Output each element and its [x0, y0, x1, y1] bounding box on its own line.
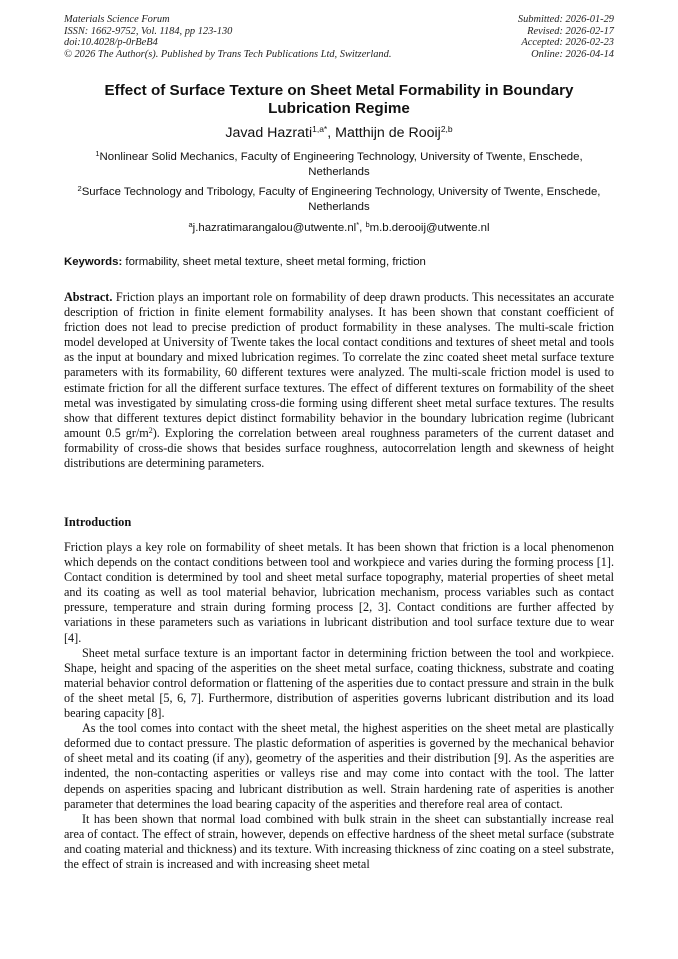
- email-2: m.b.derooij@utwente.nl: [369, 222, 490, 234]
- keywords: [64, 255, 614, 270]
- journal-issn: ISSN: 1662-9752, Vol. 1184, pp 123-130: [64, 25, 233, 37]
- author-separator: ,: [327, 125, 336, 141]
- author-emails: [64, 221, 614, 236]
- journal-info: [64, 14, 391, 60]
- affiliation-2: [64, 185, 614, 215]
- affiliation-1: [64, 150, 614, 180]
- keywords-text: formability, sheet metal texture, sheet metal forming, friction: [122, 256, 426, 268]
- abstract-text: Friction plays an important role on formability of deep drawn products. This necessitates an accurate description of friction in finite element formability analyses. It has been shown that constant coefficient of friction does not lead to precise prediction of product formability in these analyses. The multi-scale friction model developed at University of Twente takes the local contact conditions and textures of sheet metal and tools as the input at boundary and mixed lubrication regimes. To correlate the zinc coated sheet metal surface texture parameters with its formability, 60 different textures were analyzed. The multi-scale friction model is used to estimate friction for all the different surface textures. The effect of different textures on formability of the sheet metal was investigated by simulating cross-die forming using different sheet metal surface textures. The results show that different textures depict distinct formability behavior in the boundary lubrication regime (lubricant amount 0.5 gr/m: [64, 290, 614, 440]
- paragraph: It has been shown that normal load combined with bulk strain in the sheet can substantially increase real area of contact. The effect of strain, however, depends on effective hardness of the sheet metal surface (substrate and coating material and thickness) and its texture. With increasing thickness of zinc coating on a steel substrate, the effect of strain is increased and with increasing sheet metal: [64, 811, 614, 871]
- affiliation-1-marker: 1: [95, 149, 100, 158]
- section-heading-introduction: Introduction: [64, 515, 132, 529]
- paragraph: Friction plays a key role on formability of sheet metals. It has been shown that friction is a local phenomenon which depends on the contact conditions between tool and workpiece and varies during the forming process [1]. Contact condition is determined by tool and sheet metal surface topography, material properties of sheet metal and its coating as well as tool material behavior, lubrication mechanism, process variables such as contact pressure, temperature and strain during forming process [2, 3]. Contact conditions are further affected by variations in these parameters such as variations in lubricant distribution and tool surface texture due to wear [4].: [64, 540, 614, 645]
- author-1-marker: 1,a*: [312, 124, 328, 134]
- email-2-marker: b: [365, 220, 370, 229]
- introduction-body: [64, 540, 614, 872]
- date-revised: Revised: 2026-02-17: [527, 25, 614, 37]
- email-1-marker: a: [188, 220, 193, 229]
- paper-title: Effect of Surface Texture on Sheet Metal Formability in Boundary Lubrication Regime: [104, 82, 574, 117]
- paragraph: Sheet metal surface texture is an important factor in determining friction between the tool and workpiece. Shape, height and spacing of the asperities on the sheet metal surface, coating thickness, substrate and coating material behavior control deformation or flattening of the asperities due to contact pressure and strain in the bulk of the sheet metal [5, 6, 7]. Furthermore, distribution of asperities governs lubricant distribution and its load bearing capacity [8].: [64, 645, 614, 721]
- author-2-name: Matthijn de Rooij: [335, 125, 441, 141]
- author-2-marker: 2,b: [440, 124, 453, 134]
- abstract-superscript: 2: [148, 425, 153, 435]
- affiliation-2-marker: 2: [77, 184, 82, 193]
- submission-dates: [518, 14, 614, 60]
- affiliation-2-text: Surface Technology and Tribology, Faculty of Engineering Technology, University of Twente, Enschede, Netherlands: [81, 186, 601, 213]
- author-1-name: Javad Hazrati: [225, 125, 313, 141]
- keywords-label: Keywords:: [64, 256, 123, 268]
- journal-name: Materials Science Forum: [64, 14, 170, 25]
- date-submitted: Submitted: 2026-01-29: [517, 14, 614, 25]
- abstract-text-end: ). Exploring the correlation between areal roughness parameters of the current dataset and formability of cross-die shows that besides surface roughness, autocorrelation length and skewness of height distributions are determining parameters.: [64, 425, 614, 471]
- journal-doi: doi:10.4028/p-0rBeB4: [64, 37, 158, 49]
- email-1: j.hazratimarangalou@utwente.nl: [192, 222, 357, 234]
- journal-copyright: © 2026 The Author(s). Published by Trans Tech Publications Ltd, Switzerland.: [64, 48, 392, 60]
- date-accepted: Accepted: 2026-02-23: [521, 37, 614, 49]
- abstract: [64, 290, 614, 471]
- corresponding-star: *: [356, 220, 360, 229]
- author-list: [64, 124, 614, 142]
- email-separator: ,: [359, 222, 366, 234]
- paragraph: As the tool comes into contact with the sheet metal, the highest asperities on the sheet metal are plastically deformed due to contact pressure. The plastic deformation of asperities is governed by the mechanical behavior of sheet metal and its coating (if any), geometry of the asperities and their distribution [9]. As the asperities are indented, the non-contacting asperities or valleys rise and may come into contact with the tool. The latter depends on asperities spacing and lubricant distribution as well. Strain hardening rate of asperities is another parameter that determines the load bearing capacity of the asperities and therefore real area of contact.: [64, 721, 614, 811]
- abstract-label: Abstract.: [64, 290, 113, 304]
- affiliation-1-text: Nonlinear Solid Mechanics, Faculty of Engineering Technology, University of Twente, Enschede, Netherlands: [99, 151, 583, 178]
- date-online: Online: 2026-04-14: [531, 48, 614, 60]
